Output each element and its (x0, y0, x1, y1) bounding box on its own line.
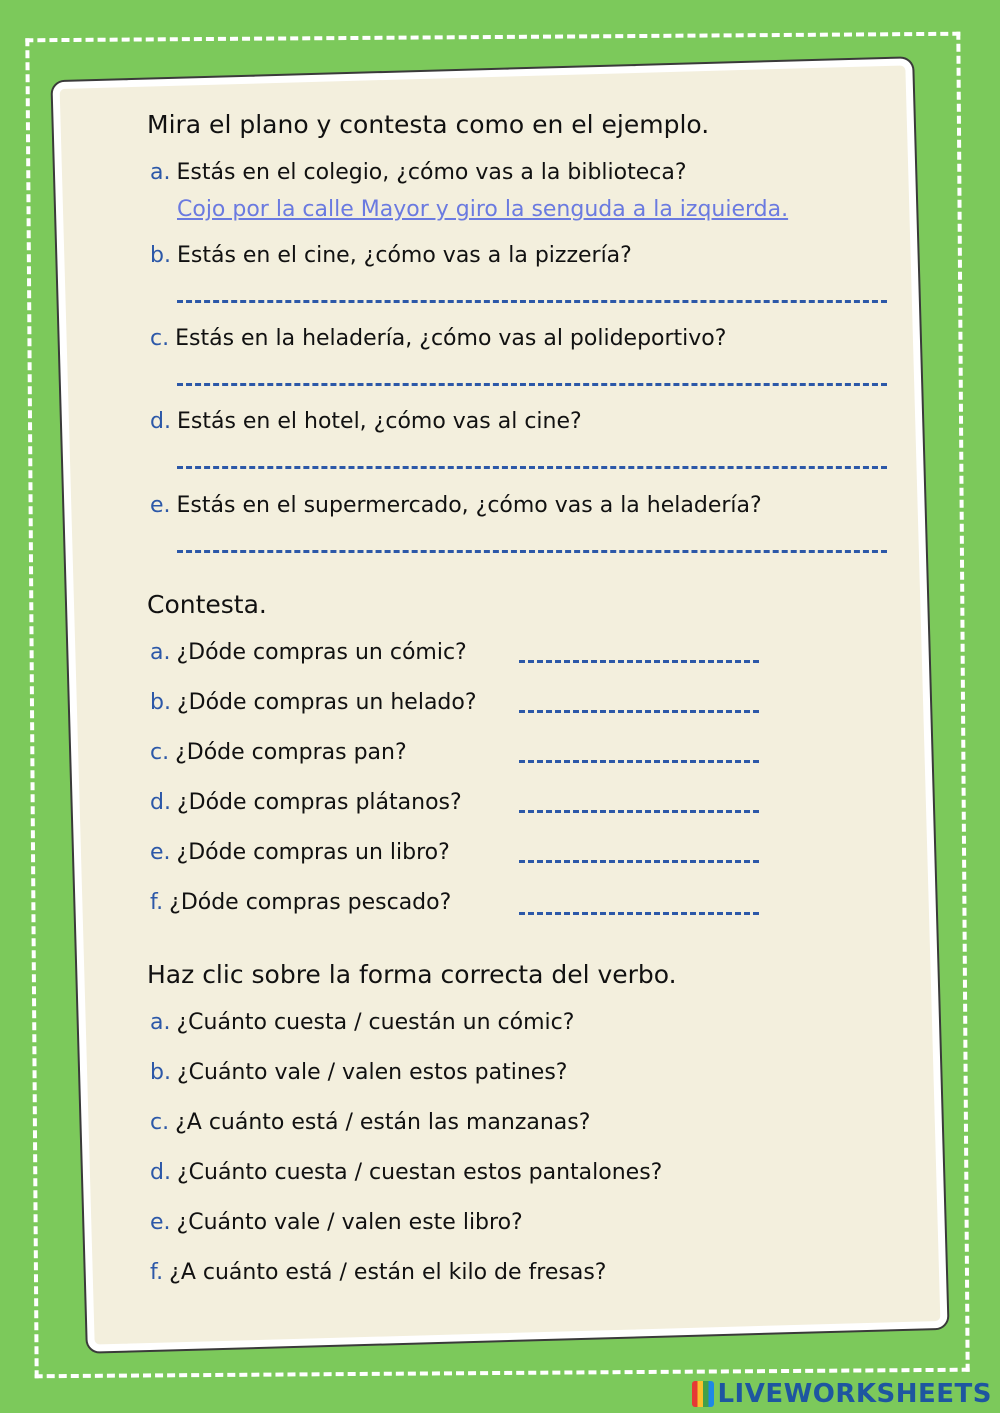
question-letter: f. (150, 1260, 164, 1285)
question-letter: b. (150, 1060, 171, 1085)
verb-option-2[interactable]: valen (341, 1210, 402, 1235)
brand-logo (692, 1379, 992, 1409)
question-letter: b. (150, 243, 171, 268)
verb-option-1[interactable]: vale (274, 1060, 321, 1085)
question-text: ¿Dóde compras un cómic? (176, 640, 467, 665)
question-pre: ¿A cuánto (175, 1110, 292, 1135)
short-answer-input-a[interactable] (519, 660, 759, 663)
example-answer: Cojo por la calle Mayor y giro la senguda a la izquierda. (177, 197, 789, 222)
s1-question-e (150, 493, 762, 518)
verb-option-2[interactable]: cuestan (369, 1160, 457, 1185)
s2-question-b (150, 690, 477, 715)
question-letter: a. (150, 1010, 171, 1035)
question-letter: c. (150, 326, 170, 351)
short-answer-input-b[interactable] (519, 710, 759, 713)
question-pre: ¿Cuánto (176, 1210, 275, 1235)
question-pre: ¿Cuánto (176, 1060, 275, 1085)
question-letter: b. (150, 690, 171, 715)
verb-option-2[interactable]: cuestán (368, 1010, 456, 1035)
s1-question-c (150, 326, 726, 351)
s2-question-c (150, 740, 407, 765)
question-text: Estás en la heladería, ¿cómo vas al polideportivo? (175, 326, 727, 351)
question-text: Estás en el supermercado, ¿cómo vas a la heladería? (176, 493, 762, 518)
answer-input-d[interactable] (177, 466, 887, 469)
verb-option-2[interactable]: valen (342, 1060, 403, 1085)
answer-input-c[interactable] (177, 383, 887, 386)
s3-question-c: c. ¿A cuánto está / están las manzanas? (150, 1110, 591, 1135)
question-text: Estás en el cine, ¿cómo vas a la pizzería? (176, 243, 632, 268)
verb-option-1[interactable]: cuesta (273, 1010, 348, 1035)
s2-question-f (150, 890, 451, 915)
verb-option-2[interactable]: están (353, 1260, 415, 1285)
question-letter: d. (150, 790, 171, 815)
question-letter: c. (150, 740, 170, 765)
brand-mark-icon (692, 1381, 714, 1407)
s1-question-a (150, 160, 687, 185)
question-pre: ¿Cuánto (176, 1160, 275, 1185)
section3-title: Haz clic sobre la forma correcta del verbo. (147, 960, 677, 989)
question-text: ¿Dóde compras un libro? (176, 840, 450, 865)
question-letter: f. (150, 890, 164, 915)
s2-question-e (150, 840, 450, 865)
verb-option-1[interactable]: está (285, 1260, 333, 1285)
question-text: ¿Dóde compras plátanos? (176, 790, 462, 815)
s2-question-d (150, 790, 462, 815)
question-letter: d. (150, 409, 171, 434)
question-letter: a. (150, 640, 171, 665)
short-answer-input-d[interactable] (519, 810, 759, 813)
question-pre: ¿A cuánto (169, 1260, 286, 1285)
short-answer-input-f[interactable] (519, 912, 759, 915)
question-post: estos patines? (402, 1060, 568, 1085)
answer-input-e[interactable] (177, 550, 887, 553)
question-letter: d. (150, 1160, 171, 1185)
question-text: ¿Dóde compras pan? (175, 740, 407, 765)
s3-question-f: f. ¿A cuánto está / están el kilo de fresas? (150, 1260, 607, 1285)
s3-question-a: a. ¿Cuánto cuesta / cuestán un cómic? (150, 1010, 575, 1035)
question-post: un cómic? (455, 1010, 575, 1035)
section1-title: Mira el plano y contesta como en el ejemplo. (147, 110, 710, 139)
verb-option-1[interactable]: está (291, 1110, 339, 1135)
verb-option-1[interactable]: cuesta (274, 1160, 348, 1185)
short-answer-input-c[interactable] (519, 760, 759, 763)
question-letter: c. (150, 1110, 170, 1135)
answer-input-b[interactable] (177, 300, 887, 303)
question-letter: e. (150, 840, 171, 865)
question-post: el kilo de fresas? (414, 1260, 607, 1285)
section2-title: Contesta. (147, 590, 267, 619)
question-letter: a. (150, 160, 171, 185)
short-answer-input-e[interactable] (519, 860, 759, 863)
verb-option-1[interactable]: vale (274, 1210, 321, 1235)
s1-question-d (150, 409, 582, 434)
question-letter: e. (150, 1210, 171, 1235)
s3-question-e: e. ¿Cuánto vale / valen este libro? (150, 1210, 523, 1235)
s3-question-d: d. ¿Cuánto cuesta / cuestan estos pantalones? (150, 1160, 663, 1185)
brand-name: LIVEWORKSHEETS (717, 1379, 992, 1409)
question-text: Estás en el hotel, ¿cómo vas al cine? (176, 409, 582, 434)
s3-question-b: b. ¿Cuánto vale / valen estos patines? (150, 1060, 568, 1085)
s2-question-a (150, 640, 467, 665)
question-text: ¿Dóde compras un helado? (176, 690, 477, 715)
question-pre: ¿Cuánto (176, 1010, 274, 1035)
question-post: las manzanas? (420, 1110, 591, 1135)
verb-option-2[interactable]: están (359, 1110, 421, 1135)
question-text: ¿Dóde compras pescado? (169, 890, 452, 915)
question-text: Estás en el colegio, ¿cómo vas a la biblioteca? (176, 160, 687, 185)
s1-question-b (150, 243, 632, 268)
question-letter: e. (150, 493, 171, 518)
question-post: este libro? (401, 1210, 523, 1235)
question-post: estos pantalones? (456, 1160, 663, 1185)
